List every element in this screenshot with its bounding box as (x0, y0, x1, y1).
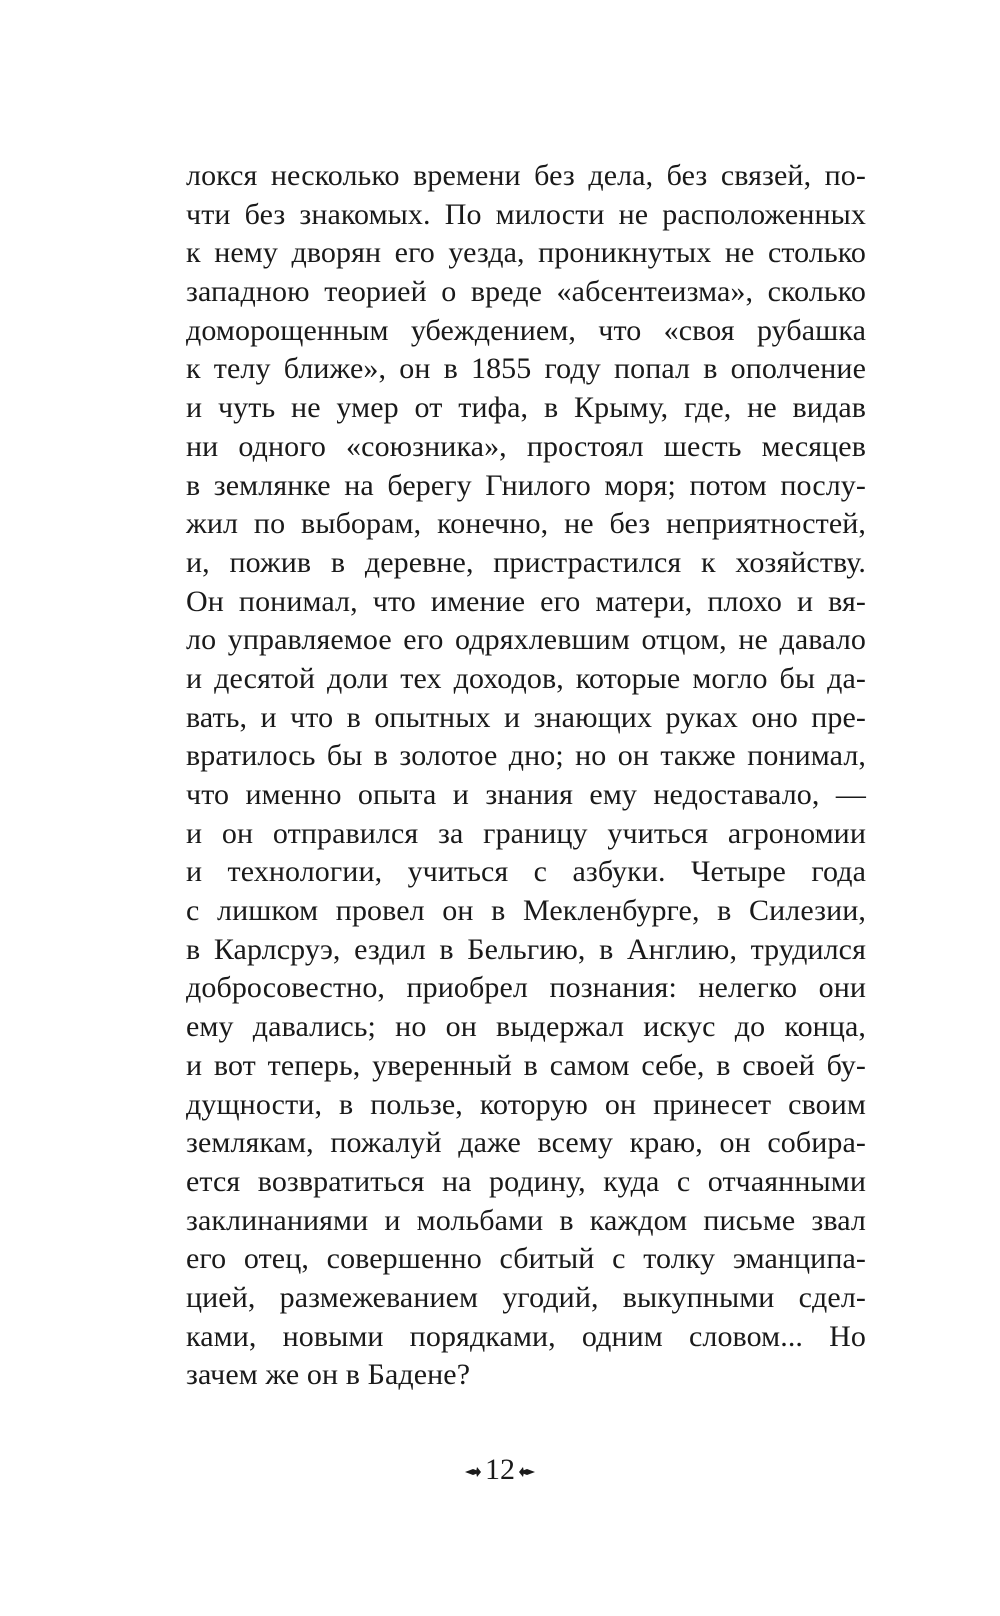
text-line: и он отправился за границу учиться агрономии (186, 816, 866, 850)
text-line: ется возвратиться на родину, куда с отчаянными (186, 1164, 866, 1198)
text-line: ни одного «союзника», простоял шесть месяцев (186, 429, 866, 463)
text-line: в землянке на берегу Гнилого моря; потом послу- (186, 468, 866, 502)
text-line: дущности, в пользе, которую он принесет своим (186, 1087, 866, 1121)
text-line: в Карлсруэ, ездил в Бельгию, в Англию, трудился (186, 932, 866, 966)
diamond-ornament-icon (519, 1465, 535, 1479)
text-line: вратилось бы в золотое дно; но он также понимал, (186, 739, 866, 773)
text-line: жил по выборам, конечно, не без неприятностей, (186, 507, 866, 541)
text-line: чти без знакомых. По милости не расположенных (186, 197, 866, 231)
text-line: ему давались; но он выдержал искус до конца, (186, 1010, 866, 1044)
text-line: ками, новыми порядками, одним словом... Но (186, 1319, 866, 1353)
body-text (186, 157, 866, 1395)
text-line-last: зачем же он в Бадене? (186, 1358, 471, 1392)
diamond-ornament-icon (465, 1465, 481, 1479)
text-line: и десятой доли тех доходов, которые могло бы да- (186, 661, 866, 695)
text-line: к телу ближе», он в 1855 году попал в ополчение (186, 352, 866, 386)
text-line: его отец, совершенно сбитый с толку эманципа- (186, 1242, 866, 1276)
text-line: локся несколько времени без дела, без связей, по- (186, 159, 866, 192)
text-line: и чуть не умер от тифа, в Крыму, где, не видав (186, 391, 866, 425)
text-line: и, пожив в деревне, пристрастился к хозяйству. (186, 545, 866, 579)
text-line: что именно опыта и знания ему недоставало, — (186, 778, 866, 811)
text-line: Он понимал, что имение его матери, плохо и вя- (186, 584, 866, 618)
text-line: и вот теперь, уверенный в самом себе, в своей бу- (186, 1048, 866, 1082)
text-line: цией, размежеванием угодий, выкупными сдел- (186, 1280, 866, 1314)
text-line: и технологии, учиться с азбуки. Четыре года (186, 855, 866, 889)
text-line: вать, и что в опытных и знающих руках оно пре- (186, 700, 866, 734)
text-line: землякам, пожалуй даже всему краю, он собира- (186, 1126, 866, 1160)
page-number: 12 (485, 1453, 515, 1486)
text-line: добросовестно, приобрел познания: нелегко они (186, 971, 866, 1005)
text-line: к нему дворян его уезда, проникнутых не столько (186, 236, 866, 270)
page-number-footer (0, 1452, 1000, 1488)
text-line: заклинаниями и мольбами в каждом письме звал (186, 1203, 866, 1237)
text-line: западною теорией о вреде «абсентеизма», сколько (186, 275, 866, 309)
text-line: доморощенным убеждением, что «своя рубашка (186, 313, 866, 347)
text-line: с лишком провел он в Мекленбурге, в Силезии, (186, 894, 866, 928)
text-line: ло управляемое его одряхлевшим отцом, не давало (186, 623, 866, 657)
